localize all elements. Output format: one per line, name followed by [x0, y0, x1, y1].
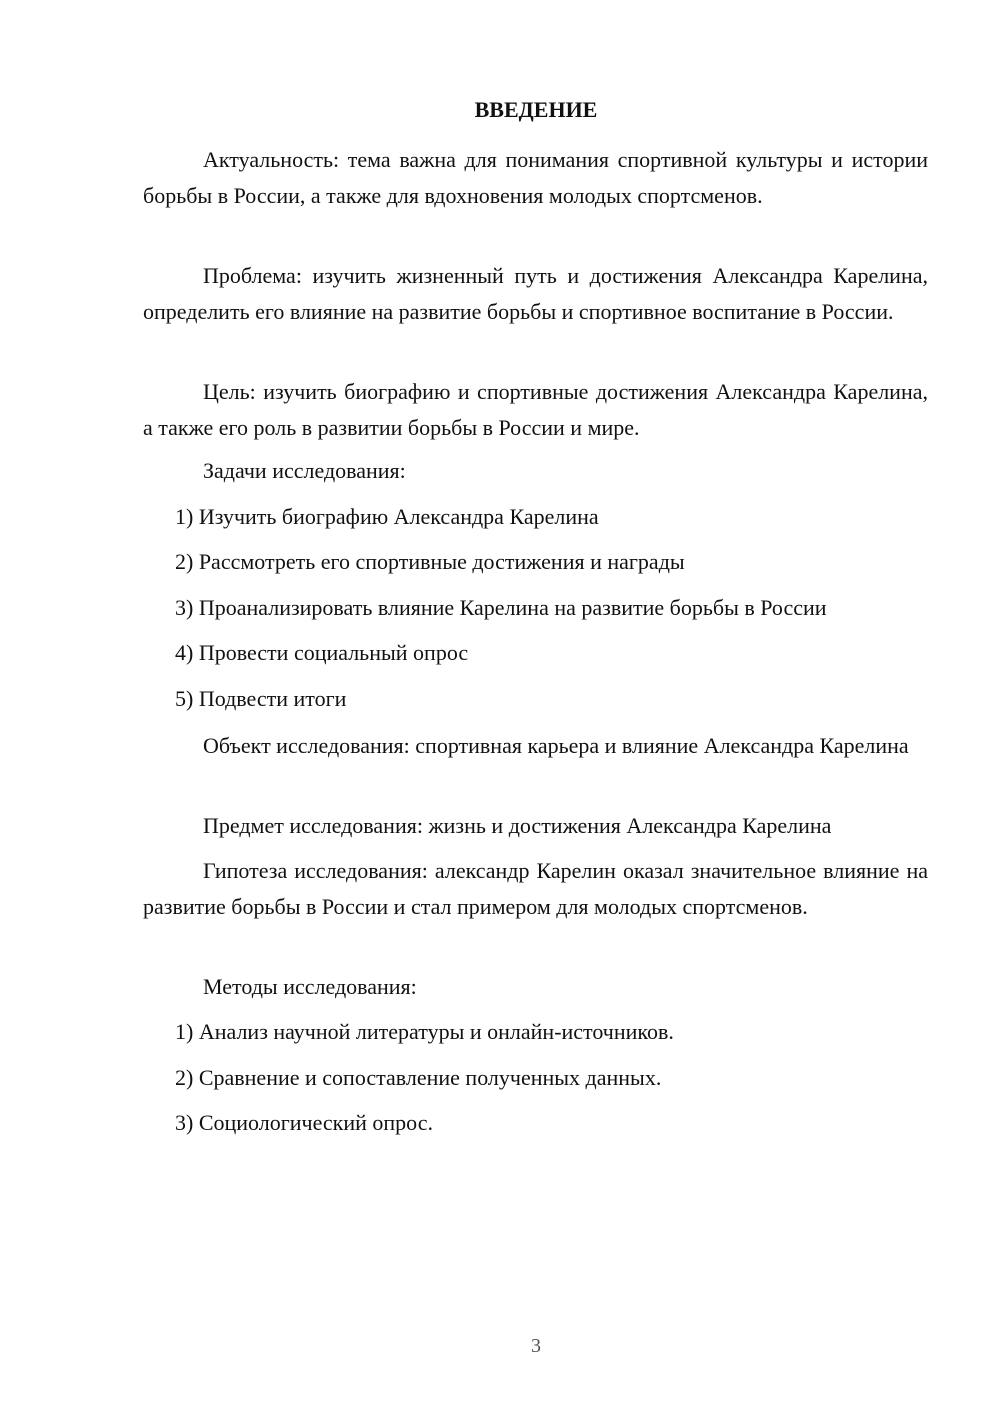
task-item: 5) Подвести итоги: [175, 686, 347, 711]
method-item: 3) Социологический опрос.: [175, 1110, 433, 1135]
task-item: 3) Проанализировать влияние Карелина на развитие борьбы в России: [175, 595, 827, 620]
page-number: 3: [531, 1335, 541, 1357]
methods-title: Методы исследования:: [203, 974, 417, 999]
tasks-title: Задачи исследования:: [203, 458, 406, 483]
method-item: 1) Анализ научной литературы и онлайн-источников.: [175, 1019, 674, 1044]
section-heading: ВВЕДЕНИЕ: [474, 97, 598, 122]
subject-paragraph: Предмет исследования: жизнь и достижения Александра Карелина: [203, 813, 832, 838]
object-paragraph: Объект исследования: спортивная карьера и влияние Александра Карелина: [203, 733, 909, 758]
task-item: 1) Изучить биографию Александра Карелина: [175, 504, 599, 529]
hypothesis-paragraph: Гипотеза исследования: александр Карелин оказал значительное влияние на развитие борьбы в России и стал примером для молодых спортсменов.: [143, 858, 928, 919]
problem-paragraph: Проблема: изучить жизненный путь и достижения Александра Карелина, определить его влияние на развитие борьбы и спортивное воспитание в России.: [143, 263, 928, 324]
relevance-paragraph: Актуальность: тема важна для понимания спортивной культуры и истории борьбы в России, а также для вдохновения молодых спортсменов.: [143, 147, 928, 208]
goal-paragraph: Цель: изучить биографию и спортивные достижения Александра Карелина, а также его роль в развитии борьбы в России и мире.: [143, 379, 928, 440]
method-item: 2) Сравнение и сопоставление полученных данных.: [175, 1065, 662, 1090]
task-item: 2) Рассмотреть его спортивные достижения и награды: [175, 549, 685, 574]
task-item: 4) Провести социальный опрос: [175, 640, 469, 665]
